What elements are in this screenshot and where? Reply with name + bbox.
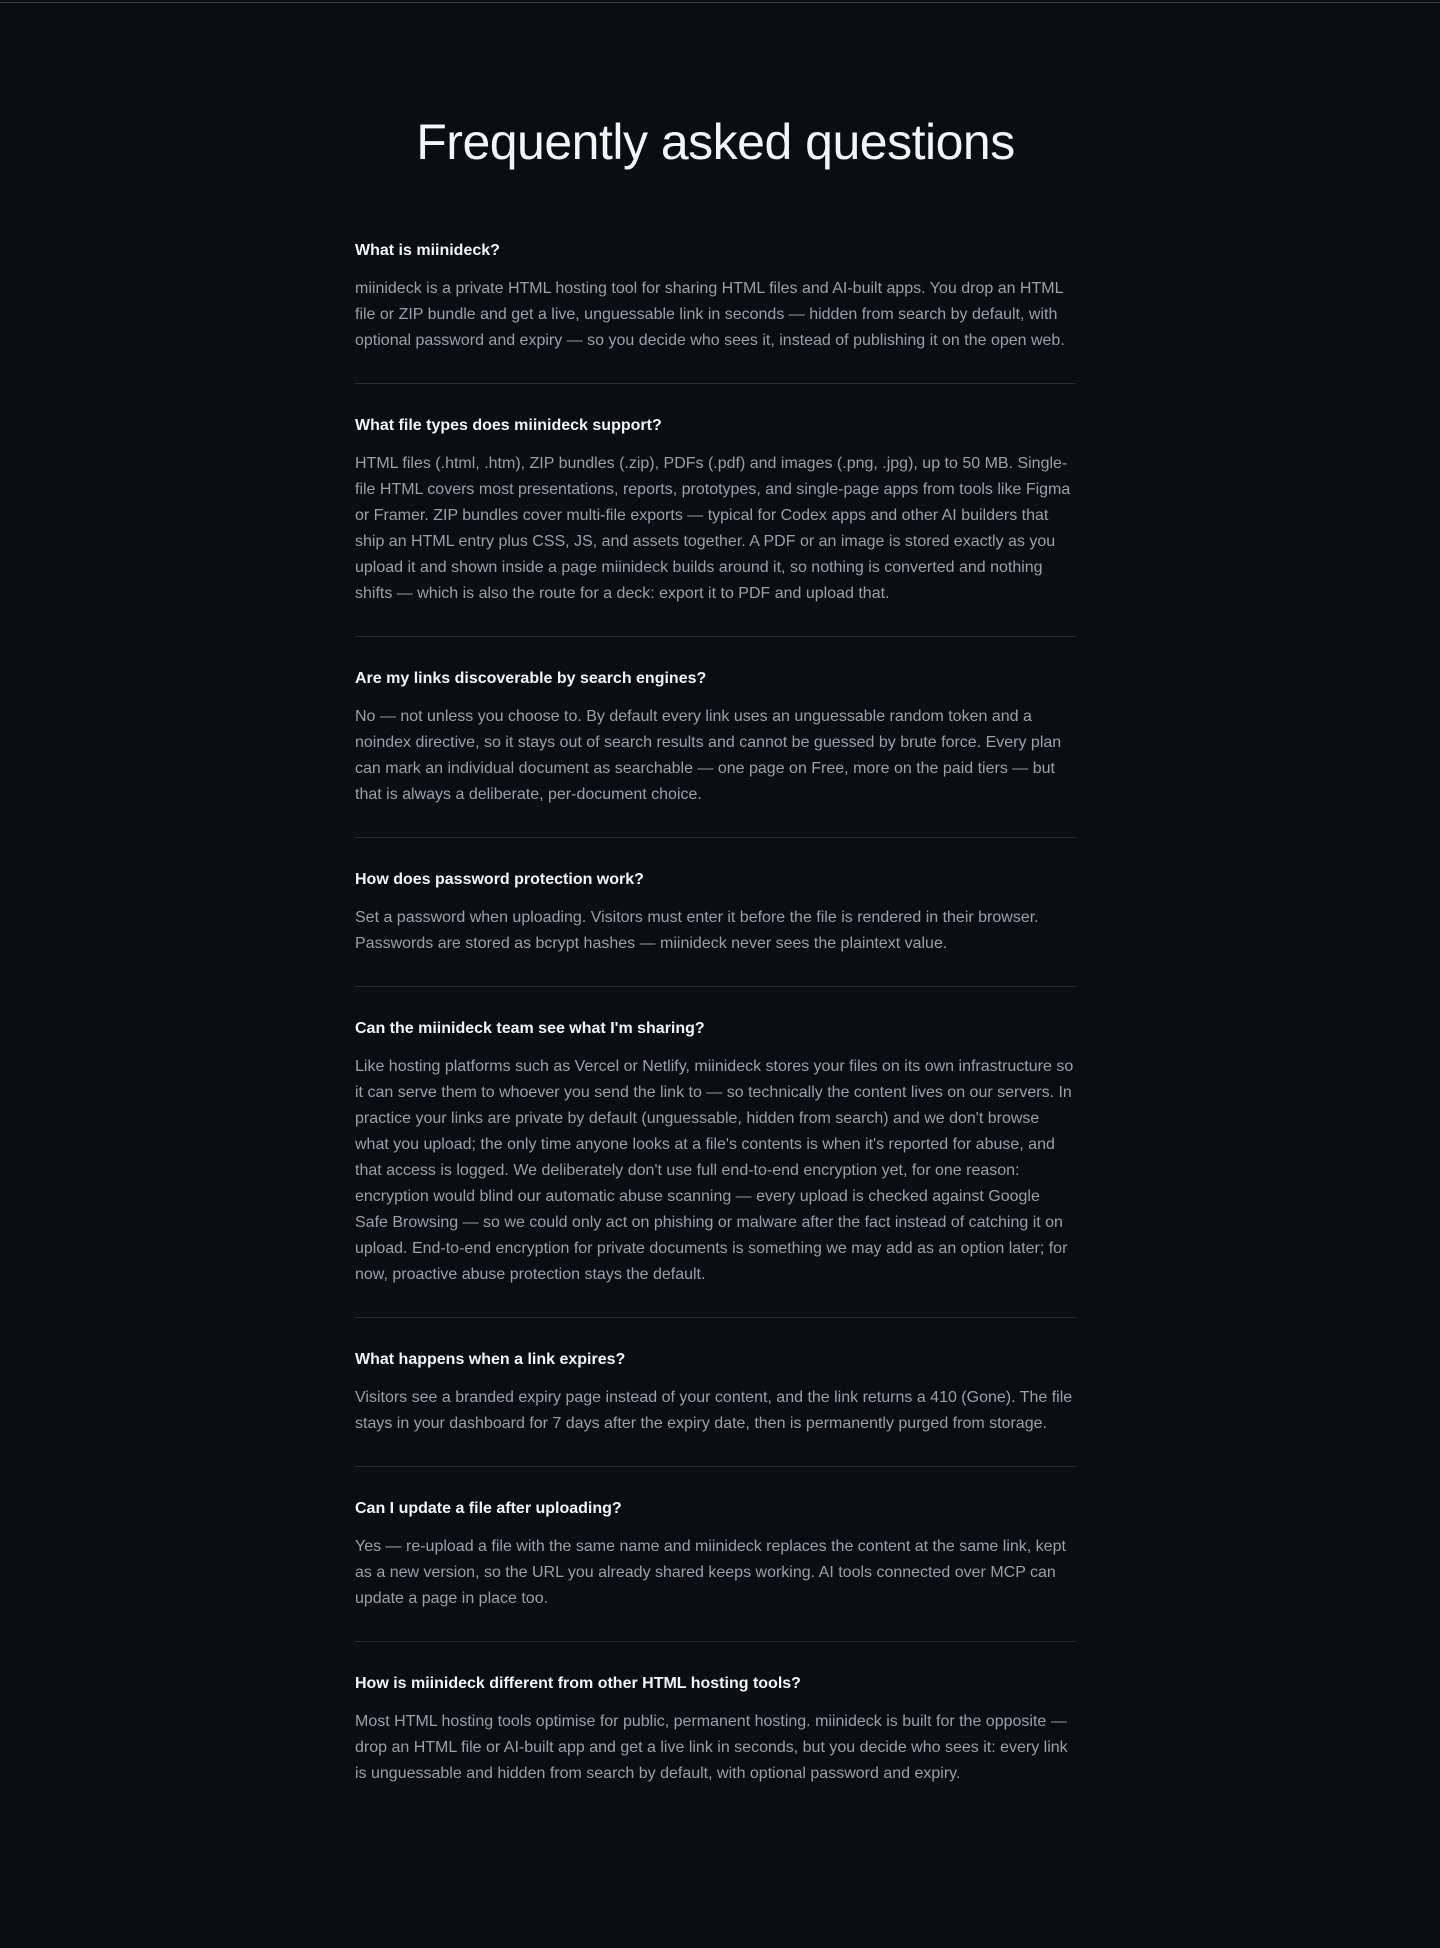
faq-answer: Most HTML hosting tools optimise for public, permanent hosting. miinideck is built for the opposite — drop an HTML file or AI-built app and get a live link in seconds, but you decide who sees it: every link is unguessable and hidden from search by default, with optional password and expiry. [355, 1713, 1068, 1782]
faq-item [355, 1347, 1076, 1467]
faq-question: Can the miinideck team see what I'm sharing? [355, 1020, 705, 1037]
faq-item [355, 666, 1076, 838]
faq-question: How does password protection work? [355, 871, 644, 888]
faq-item [355, 1671, 1076, 1816]
faq-answer: miinideck is a private HTML hosting tool for sharing HTML files and AI-built apps. You drop an HTML file or ZIP bundle and get a live, unguessable link in seconds — hidden from search by default, with optional password and expiry — so you decide who sees it, instead of publishing it on the open web. [355, 280, 1065, 349]
faq-answer: HTML files (.html, .htm), ZIP bundles (.zip), PDFs (.pdf) and images (.png, .jpg), up to 50 MB. Single-file HTML covers most presentations, reports, prototypes, and single-page apps from tools like Figma or Framer. ZIP bundles cover multi-file exports — typical for Codex apps and other AI builders that ship an HTML entry plus CSS, JS, and assets together. A PDF or an image is stored exactly as you upload it and shown inside a page miinideck builds around it, so nothing is converted and nothing shifts — which is also the route for a deck: export it to PDF and upload that. [355, 455, 1071, 602]
faq-answer: Yes — re-upload a file with the same name and miinideck replaces the content at the same link, kept as a new version, so the URL you already shared keeps working. AI tools connected over MCP can update a page in place too. [355, 1538, 1066, 1607]
faq-answer: Set a password when uploading. Visitors must enter it before the file is rendered in their browser. Passwords are stored as bcrypt hashes — miinideck never sees the plaintext value. [355, 909, 1039, 952]
faq-answer: Like hosting platforms such as Vercel or Netlify, miinideck stores your files on its own infrastructure so it can serve them to whoever you send the link to — so technically the content lives on our servers. In practice your links are private by default (unguessable, hidden from search) and we don't browse what you upload; the only time anyone looks at a file's contents is when it's reported for abuse, and that access is logged. We deliberately don't use full end-to-end encryption yet, for one reason: encryption would blind our automatic abuse scanning — every upload is checked against Google Safe Browsing — so we could only act on phishing or malware after the fact instead of catching it on upload. End-to-end encryption for private documents is something we may add as an option later; for now, proactive abuse protection stays the default. [355, 1058, 1074, 1283]
faq-question: Can I update a file after uploading? [355, 1500, 622, 1517]
faq-answer: No — not unless you choose to. By default every link uses an unguessable random token and a noindex directive, so it stays out of search results and cannot be guessed by brute force. Every plan can mark an individual document as searchable — one page on Free, more on the paid tiers — but that is always a deliberate, per-document choice. [355, 708, 1062, 803]
top-divider [0, 2, 1440, 3]
faq-item [355, 1496, 1076, 1642]
faq-answer: Visitors see a branded expiry page instead of your content, and the link returns a 410 (Gone). The file stays in your dashboard for 7 days after the expiry date, then is permanently purged from storage. [355, 1389, 1073, 1432]
faq-list [355, 238, 1076, 1845]
faq-question: How is miinideck different from other HTML hosting tools? [355, 1675, 801, 1692]
faq-item [355, 1016, 1076, 1318]
faq-item [355, 238, 1076, 384]
faq-item [355, 413, 1076, 637]
faq-question: What file types does miinideck support? [355, 417, 662, 434]
faq-question: What happens when a link expires? [355, 1351, 626, 1368]
page-title: Frequently asked questions [416, 114, 1015, 170]
faq-question: What is miinideck? [355, 242, 500, 259]
faq-item [355, 867, 1076, 987]
faq-question: Are my links discoverable by search engines? [355, 670, 707, 687]
